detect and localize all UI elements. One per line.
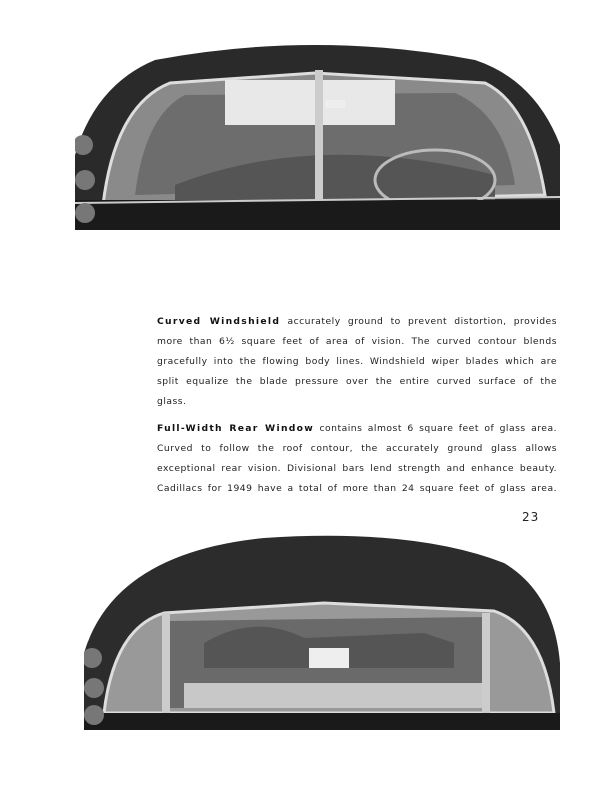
windshield-body: accurately ground to prevent distortion, provides more than 6½ square feet of area of vision. The curved contour blends gracefully into the flowing body lines. Windshield wiper blades which are split equalize the blade pressure over the entire curved surface of the glass. [157,316,557,407]
windshield-heading: Curved Windshield [157,316,281,327]
rear-window-paragraph [157,419,557,499]
windshield-paragraph [157,312,557,412]
page-number: 23 [522,510,540,524]
rear-window-photo [84,533,560,730]
body-text [157,312,557,506]
rear-window-body: contains almost 6 square feet of glass area. Curved to follow the roof contour, the accurately ground glass allows exceptional rear vision. Divisional bars lend strength and enhance beauty. Cadillacs for 1949 have a total of more than 24 square feet of glass area. [157,423,557,494]
rear-window-heading: Full-Width Rear Window [157,423,315,434]
windshield-photo [75,35,560,230]
